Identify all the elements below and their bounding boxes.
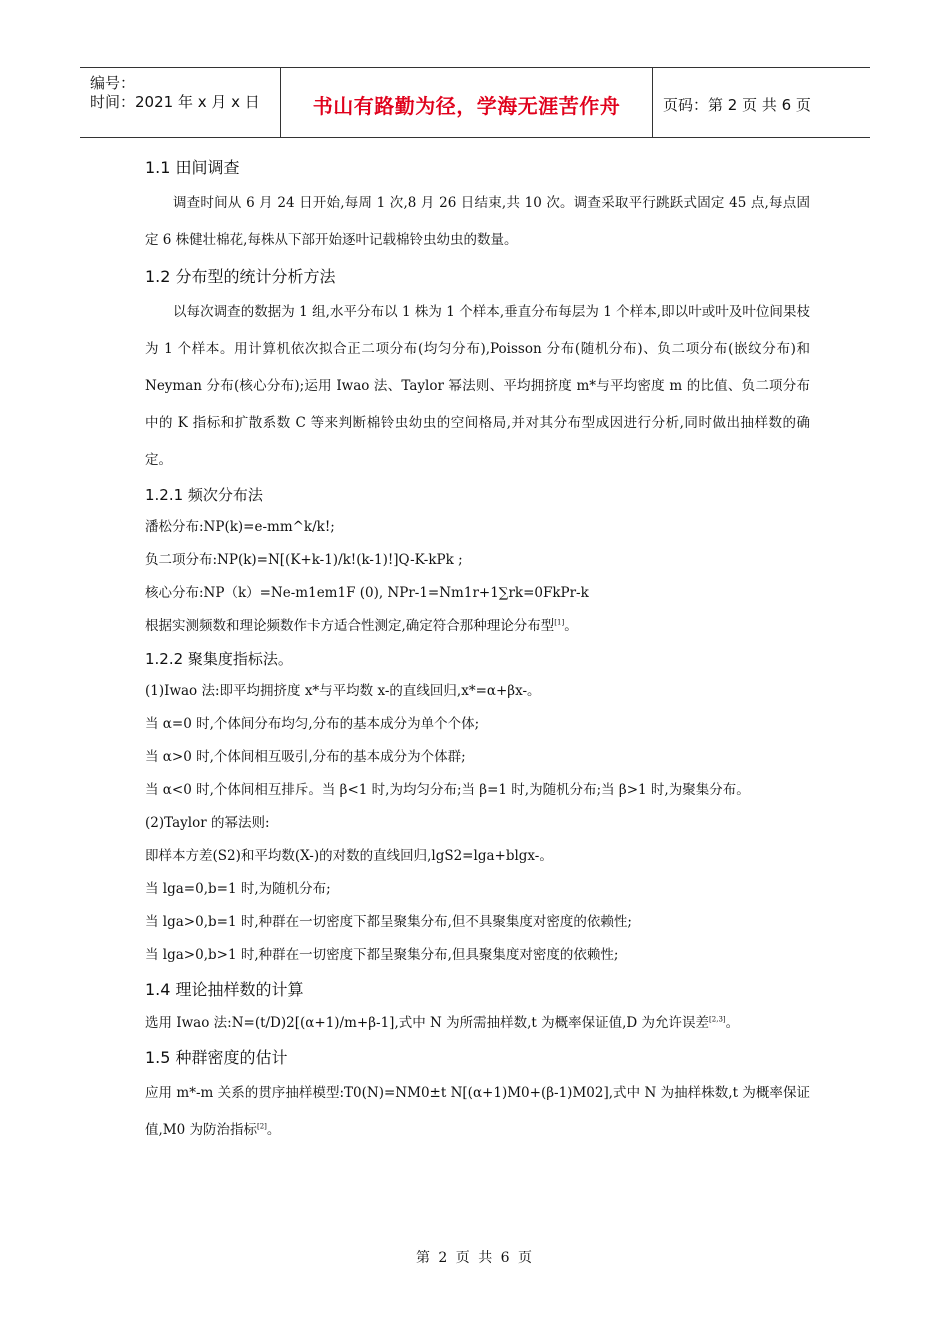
formula-poisson: 潘松分布:NP(k)=e-mm^k/k!;: [145, 519, 335, 535]
taylor-regression-line: 即样本方差(S2)和平均数(X-)的对数的直线回归,lgS2=lga+blgx-。: [145, 848, 553, 864]
sampling-number-end: 。: [725, 1015, 740, 1031]
document-time-label: 时间：2021 年 x 月 x 日: [90, 93, 260, 111]
iwao-method-line: (1)Iwao 法:即平均拥挤度 x*与平均数 x-的直线回归,x*=α+βx-。: [145, 683, 541, 699]
header-left-cell: [80, 68, 281, 137]
section-heading-1-5: 1.5 种群密度的估计: [145, 1048, 288, 1067]
header-page-number: 页码：第 2 页 共 6 页: [663, 96, 811, 114]
sampling-number-paragraph: [145, 1007, 810, 1040]
alpha-zero-line: 当 α=0 时,个体间分布均匀,分布的基本成分为单个个体;: [145, 716, 480, 732]
section-1-1-paragraph: 调查时间从 6 月 24 日开始,每周 1 次,8 月 26 日结束,共 10 次。调查采取平行跳跃式固定 45 点,每点固定 6 株健壮棉花,每株从下部开始逐叶记载棉铃虫幼虫的数量。: [145, 195, 810, 248]
header-motto: 书山有路勤为径，学海无涯苦作舟: [312, 94, 621, 118]
chi-square-note-end: 。: [564, 618, 578, 634]
chi-square-note-text: 根据实测频数和理论频数作卡方适合性测定,确定符合那种理论分布型: [145, 618, 555, 634]
sampling-number-text: 选用 Iwao 法:N=(t/D)2[(α+1)/m+β-1],式中 N 为所需抽样数,t 为概率保证值,D 为允许误差: [145, 1015, 710, 1031]
formula-neyman: 核心分布:NP（k）=Ne-m1em1F (0), NPr-1=Nm1r+1∑rk=0FkPr-k: [145, 585, 589, 601]
chi-square-note: [145, 610, 810, 643]
header-page-cell: [653, 68, 870, 137]
formula-negative-binomial: 负二项分布:NP(k)=N[(K+k-1)/k!(k-1)!]Q-K-kPk ;: [145, 552, 463, 568]
section-heading-1-2: 1.2 分布型的统计分析方法: [145, 267, 336, 286]
density-estimation-paragraph: [145, 1075, 810, 1149]
document-body: [145, 150, 810, 1149]
density-estimation-text: 应用 m*-m 关系的贯序抽样模型:T0(N)=NM0±t N[(α+1)M0+(β-1)M02],式中 N 为抽样株数,t 为概率保证值,M0 为防治指标: [145, 1085, 810, 1138]
page-header: [80, 67, 870, 138]
section-heading-1-2-1: 1.2.1 频次分布法: [145, 486, 263, 504]
citation-ref: [2]: [257, 1122, 267, 1131]
section-heading-1-1: 1.1 田间调查: [145, 158, 240, 177]
header-motto-cell: [281, 68, 653, 137]
alpha-positive-line: 当 α>0 时,个体间相互吸引,分布的基本成分为个体群;: [145, 749, 466, 765]
citation-ref: [2,3]: [709, 1015, 726, 1024]
page-footer: 第 2 页 共 6 页: [415, 1250, 535, 1266]
lga-positive-bgt1-line: 当 lga>0,b>1 时,种群在一切密度下都呈聚集分布,但具聚集度对密度的依赖性;: [145, 947, 619, 963]
section-heading-1-4: 1.4 理论抽样数的计算: [145, 980, 304, 999]
citation-ref: [1]: [554, 618, 565, 627]
section-1-2-paragraph: 以每次调查的数据为 1 组,水平分布以 1 株为 1 个样本,垂直分布每层为 1 个样本,即以叶或叶及叶位间果枝为 1 个样本。用计算机依次拟合正二项分布(均匀分布),Poisson 分布(随机分布)、负二项分布(嵌纹分布)和 Neyman 分布(核心分布);运用 Iwao 法、Taylor 幂法则、平均拥挤度 m*与平均密度 m 的比值、负二项分布中的 K 指标和扩散系数 C 等来判断棉铃虫幼虫的空间格局,并对其分布型成因进行分析,同时做出抽样数的确定。: [145, 304, 810, 468]
section-heading-1-2-2: 1.2.2 聚集度指标法。: [145, 650, 293, 668]
document-code-label: 编号：: [90, 74, 136, 92]
taylor-power-law-line: (2)Taylor 的幂法则:: [145, 815, 270, 831]
density-estimation-end: 。: [266, 1122, 281, 1138]
lga-positive-b1-line: 当 lga>0,b=1 时,种群在一切密度下都呈聚集分布,但不具聚集度对密度的依赖性;: [145, 914, 632, 930]
lga-zero-line: 当 lga=0,b=1 时,为随机分布;: [145, 881, 331, 897]
alpha-negative-line: 当 α<0 时,个体间相互排斥。当 β<1 时,为均匀分布;当 β=1 时,为随机分布;当 β>1 时,为聚集分布。: [145, 782, 750, 798]
